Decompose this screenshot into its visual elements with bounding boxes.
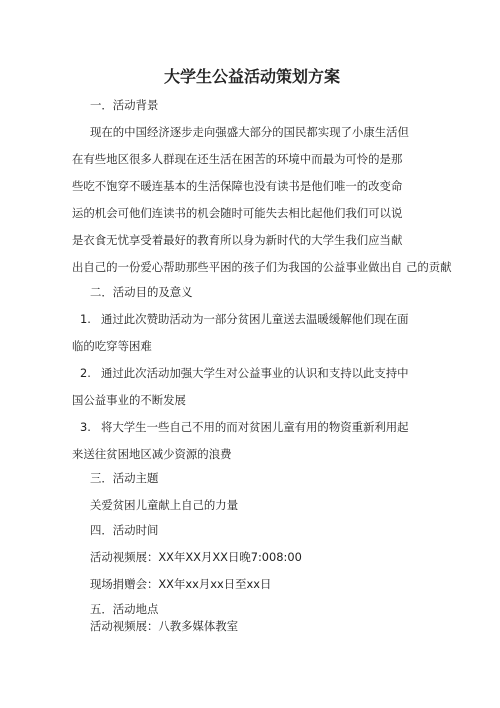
list-item-continuation: 临的吃穿等困难 bbox=[72, 339, 152, 353]
time-line: 现场捐赠会：XX年xx月xx日至xx日 bbox=[90, 577, 272, 591]
paragraph-line: 在有些地区很多人群现在还生活在困苦的环境中而最为可怜的是那 bbox=[72, 152, 403, 166]
paragraph-line: 出自己的一份爱心帮助那些平困的孩子们为我国的公益事业做出自 己的贡献 bbox=[72, 260, 452, 274]
list-item-text: 通过此次赞助活动为一部分贫困儿童送去温暖缓解他们现在面 bbox=[101, 312, 409, 326]
section-heading-time: 四．活动时间 bbox=[90, 523, 159, 537]
list-item-text: 通过此次活动加强大学生对公益事业的认识和支持以此支持中 bbox=[101, 366, 409, 380]
list-item-text: 将大学生一些自己不用的而对贫困儿童有用的物资重新利用起 bbox=[101, 420, 409, 434]
section-heading-location: 五．活动地点 bbox=[90, 602, 159, 616]
document-title: 大学生公益活动策划方案 bbox=[164, 67, 341, 86]
theme-text: 关爱贫困儿童献上自己的力量 bbox=[90, 498, 239, 512]
paragraph-line: 是衣食无忧享受着最好的教育所以身为新时代的大学生我们应当献 bbox=[72, 233, 403, 247]
paragraph-line: 些吃不饱穿不暖连基本的生活保障也没有读书是他们唯一的改变命 bbox=[72, 179, 403, 193]
list-item-continuation: 国公益事业的不断发展 bbox=[72, 393, 186, 407]
section-heading-purpose: 二．活动目的及意义 bbox=[90, 285, 193, 299]
list-item-number: 2. bbox=[80, 366, 91, 380]
paragraph-line: 现在的中国经济逐步走向强盛大部分的国民都实现了小康生活但 bbox=[90, 125, 409, 139]
location-text: 活动视频展：八教多媒体教室 bbox=[90, 619, 239, 633]
section-heading-background: 一．活动背景 bbox=[90, 98, 159, 112]
list-item-number: 3. bbox=[80, 420, 91, 434]
paragraph-line: 运的机会可他们连读书的机会随时可能失去相比起他们我们可以说 bbox=[72, 206, 403, 220]
list-item-number: 1. bbox=[80, 312, 91, 326]
time-line: 活动视频展：XX年XX月XX日晚7:008:00 bbox=[90, 550, 302, 564]
list-item-continuation: 来送往贫困地区减少资源的浪费 bbox=[72, 447, 232, 461]
section-heading-theme: 三．活动主题 bbox=[90, 471, 159, 485]
